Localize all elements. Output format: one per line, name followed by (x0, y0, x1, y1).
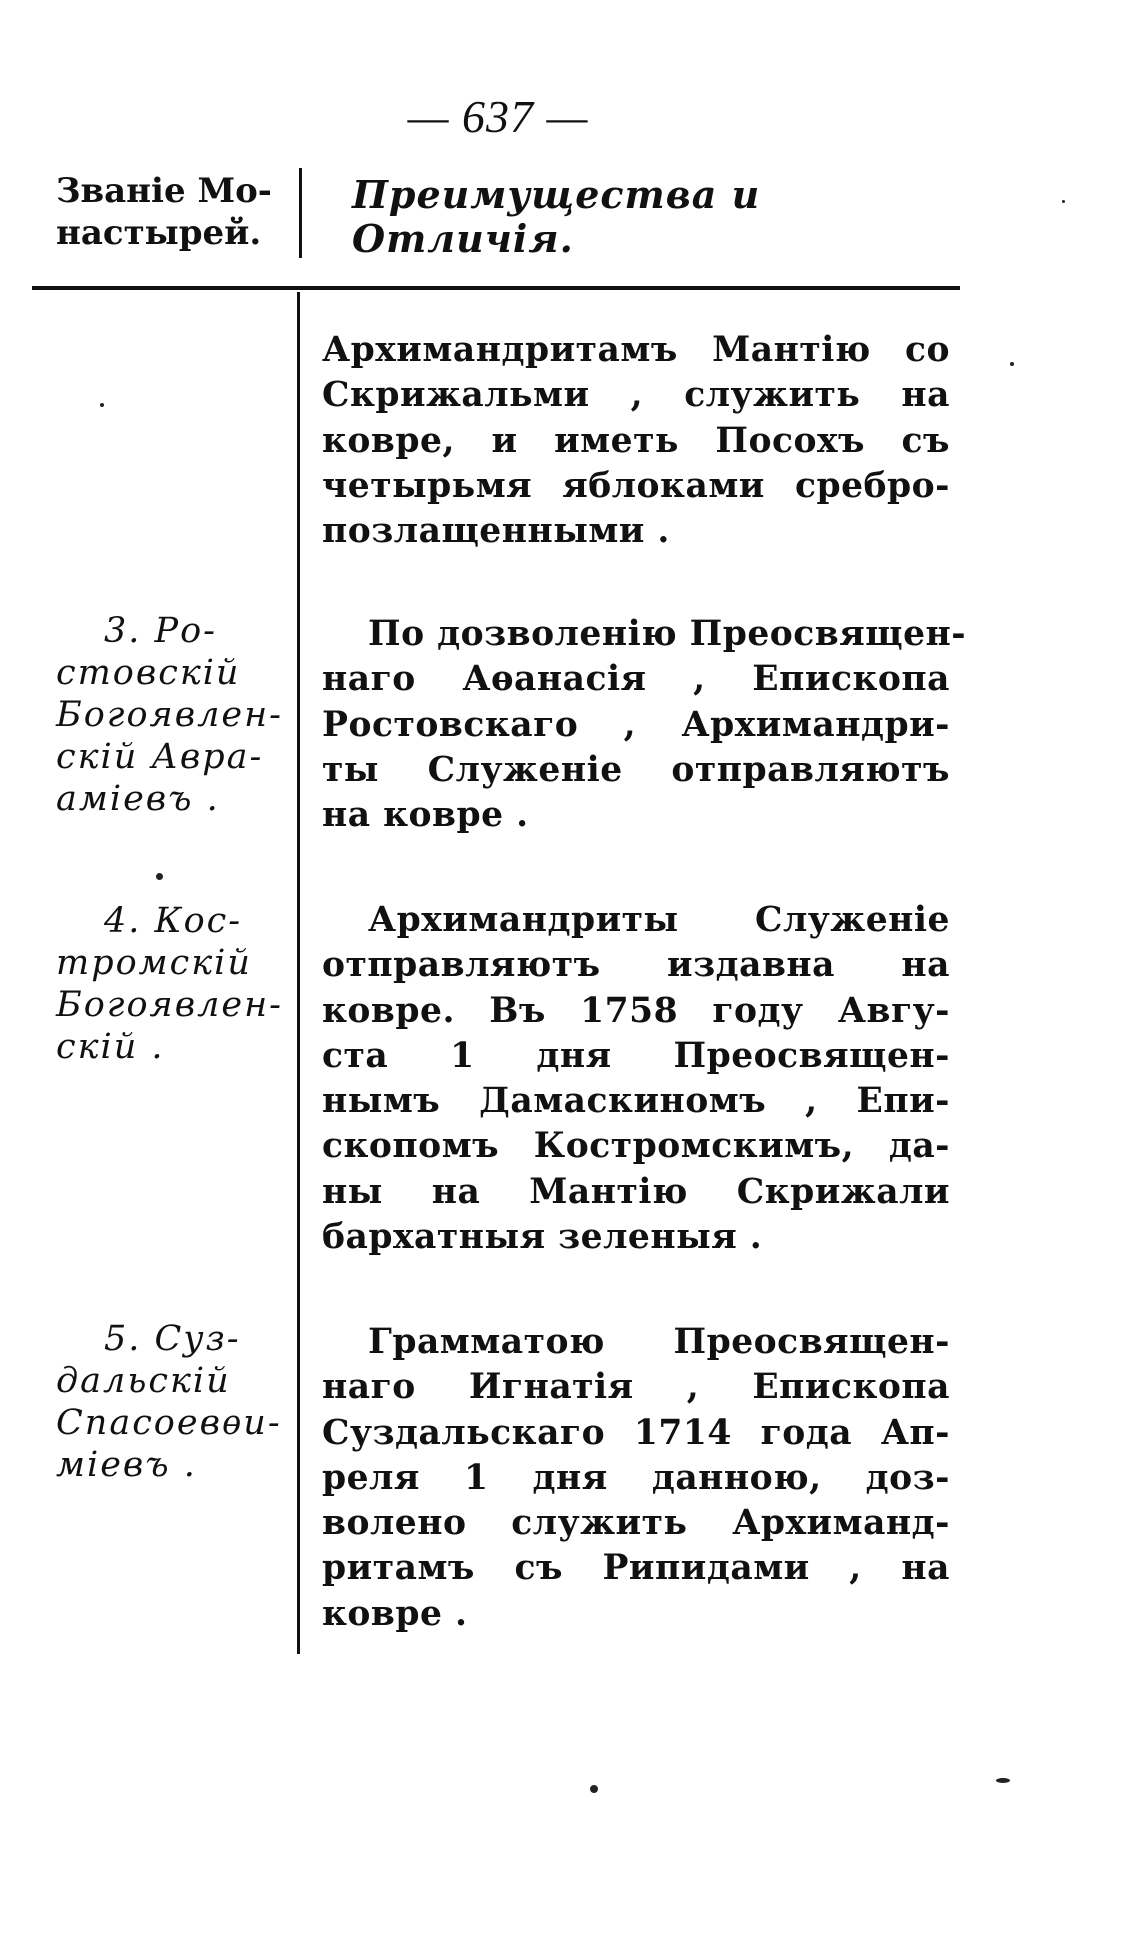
text-line: Грамматою Преосвящен- (368, 1322, 950, 1362)
header-divider (299, 168, 302, 258)
label-line: 5. Суз- (104, 1319, 241, 1359)
text-line: Архимандритамъ Мантію со (322, 330, 950, 370)
header-left-line: настырей. (56, 213, 262, 253)
column-header-left (56, 170, 296, 254)
label-line: тромскій (56, 943, 252, 983)
text-line: наго Аѳанасія , Епископа (322, 659, 950, 700)
entry-label (56, 900, 288, 1068)
label-line: Богоявлен- (56, 985, 283, 1025)
label-line: дальскій (56, 1361, 231, 1401)
label-line: аміевъ . (56, 779, 220, 819)
print-speck (100, 403, 104, 407)
column-divider (297, 292, 300, 1654)
label-line: міевъ . (56, 1445, 197, 1485)
text-line: ны на Мантію Скрижали (322, 1171, 950, 1212)
text-line: нымъ Дамаскиномъ , Епи- (322, 1081, 950, 1122)
text-line: ковре . (322, 1593, 468, 1634)
text-line: По дозволенію Преосвящен- (368, 614, 967, 654)
label-line: скій . (56, 1027, 165, 1067)
text-line: реля 1 дня данною, доз- (322, 1457, 950, 1498)
label-line: стовскій (56, 653, 241, 693)
column-header-right: Преимущества и Отличія. (352, 172, 761, 261)
print-speck (1062, 200, 1065, 203)
text-line: позлащенными . (322, 511, 670, 552)
header-left-line: Званіе Мо- (56, 171, 272, 211)
text-line: ты Служеніе отправляютъ (322, 749, 950, 790)
print-speck (1010, 362, 1014, 366)
print-speck (156, 873, 163, 880)
entry-text (322, 898, 950, 1260)
text-line: ритамъ съ Рипидами , на (322, 1548, 950, 1589)
text-line: скопомъ Костромскимъ, да- (322, 1126, 950, 1167)
text-line: отправляютъ издавна на (322, 945, 950, 986)
entry-text (322, 1320, 950, 1637)
text-line: бархатныя зеленыя . (322, 1217, 763, 1258)
text-line: ста 1 дня Преосвящен- (322, 1035, 950, 1076)
entry-text (322, 328, 950, 554)
label-line: Спасоевѳи- (56, 1403, 282, 1443)
entry-label (56, 610, 288, 820)
text-line: ковре, и иметь Посохъ съ (322, 420, 950, 461)
page-number: — 637 — (407, 91, 589, 142)
text-line: Ростовскаго , Архимандри- (322, 704, 950, 745)
label-line: 3. Ро- (104, 611, 217, 651)
text-line: наго Игнатія , Епископа (322, 1367, 950, 1408)
text-line: на ковре . (322, 795, 529, 836)
label-line: скій Авра- (56, 737, 264, 777)
label-line: 4. Кос- (104, 901, 243, 941)
header-rule (32, 286, 960, 290)
text-line: Скрижальми , служить на (322, 375, 950, 416)
text-line: ковре. Въ 1758 году Авгу- (322, 990, 950, 1031)
entry-label (56, 1318, 288, 1486)
text-line: четырьмя яблоками сребро- (322, 465, 950, 506)
text-line: Архимандриты Служеніе (368, 900, 950, 940)
label-line: Богоявлен- (56, 695, 283, 735)
text-line: Суздальскаго 1714 года Ап- (322, 1412, 950, 1453)
text-line: волено служить Архиманд- (322, 1503, 950, 1544)
entry-text (322, 612, 967, 838)
print-speck (996, 1778, 1010, 1783)
print-speck (590, 1785, 598, 1793)
